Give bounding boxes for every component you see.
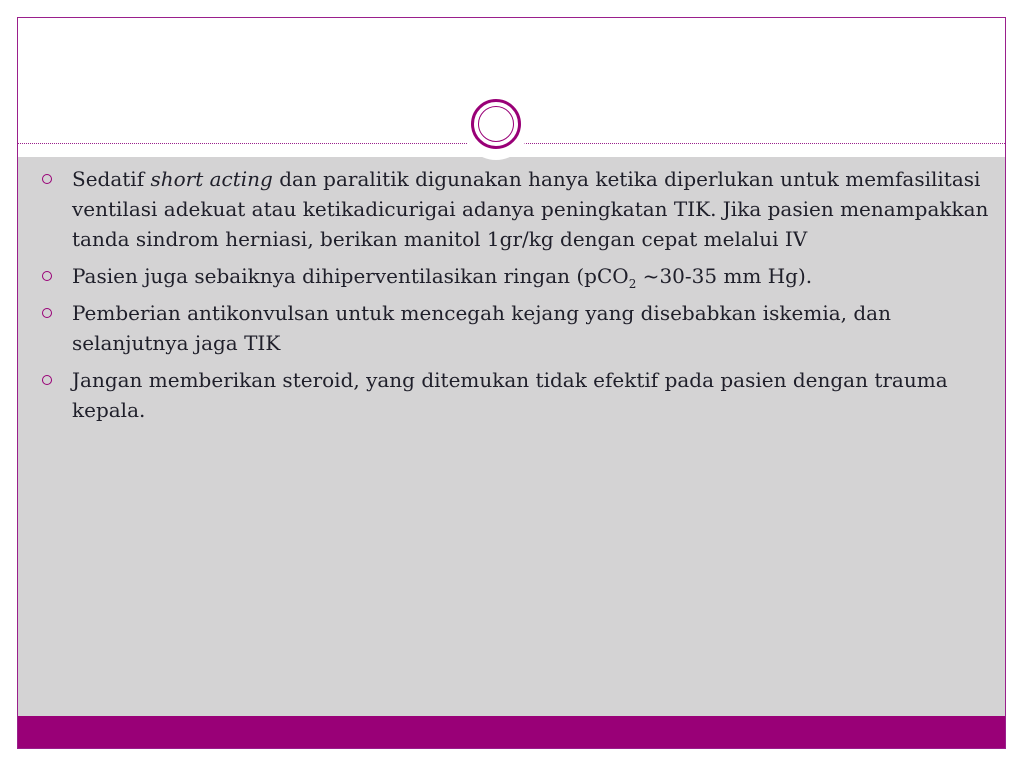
- bullet-1-text-start: Sedatif: [72, 167, 151, 191]
- slide-footer-bar: [18, 716, 1005, 749]
- hollow-circle-icon: [42, 271, 52, 281]
- bullet-item-1: [40, 164, 990, 254]
- bullet-4-text: Jangan memberikan steroid, yang ditemukan tidak efektif pada pasien dengan trauma kepala.: [72, 368, 948, 422]
- bullet-item-2: [40, 261, 990, 291]
- bullet-3-text: Pemberian antikonvulsan untuk mencegah kejang yang disebabkan iskemia, dan selanjutnya jaga TIK: [72, 301, 891, 355]
- bullet-1-text-end: dan paralitik digunakan hanya ketika diperlukan untuk memfasilitasi ventilasi adekuat atau ketikadicurigai adanya peningkatan TIK. Jika pasien menampakkan tanda sindrom herniasi, berikan manitol 1gr/kg dengan cepat melalui IV: [72, 167, 989, 251]
- bullet-list: [40, 164, 990, 432]
- hollow-circle-icon: [42, 174, 52, 184]
- double-ring-icon: [471, 99, 521, 149]
- hollow-circle-icon: [42, 308, 52, 318]
- bullet-item-4: [40, 365, 990, 425]
- bullet-2-subscript: 2: [628, 277, 637, 291]
- hollow-circle-icon: [42, 375, 52, 385]
- inner-ring: [478, 106, 514, 142]
- bullet-2-text-start: Pasien juga sebaiknya dihiperventilasikan ringan (pCO: [72, 264, 629, 288]
- bullet-2-text-end: ~30-35 mm Hg).: [636, 264, 813, 288]
- bullet-item-3: [40, 298, 990, 358]
- bullet-1-emphasis: short acting: [150, 167, 273, 191]
